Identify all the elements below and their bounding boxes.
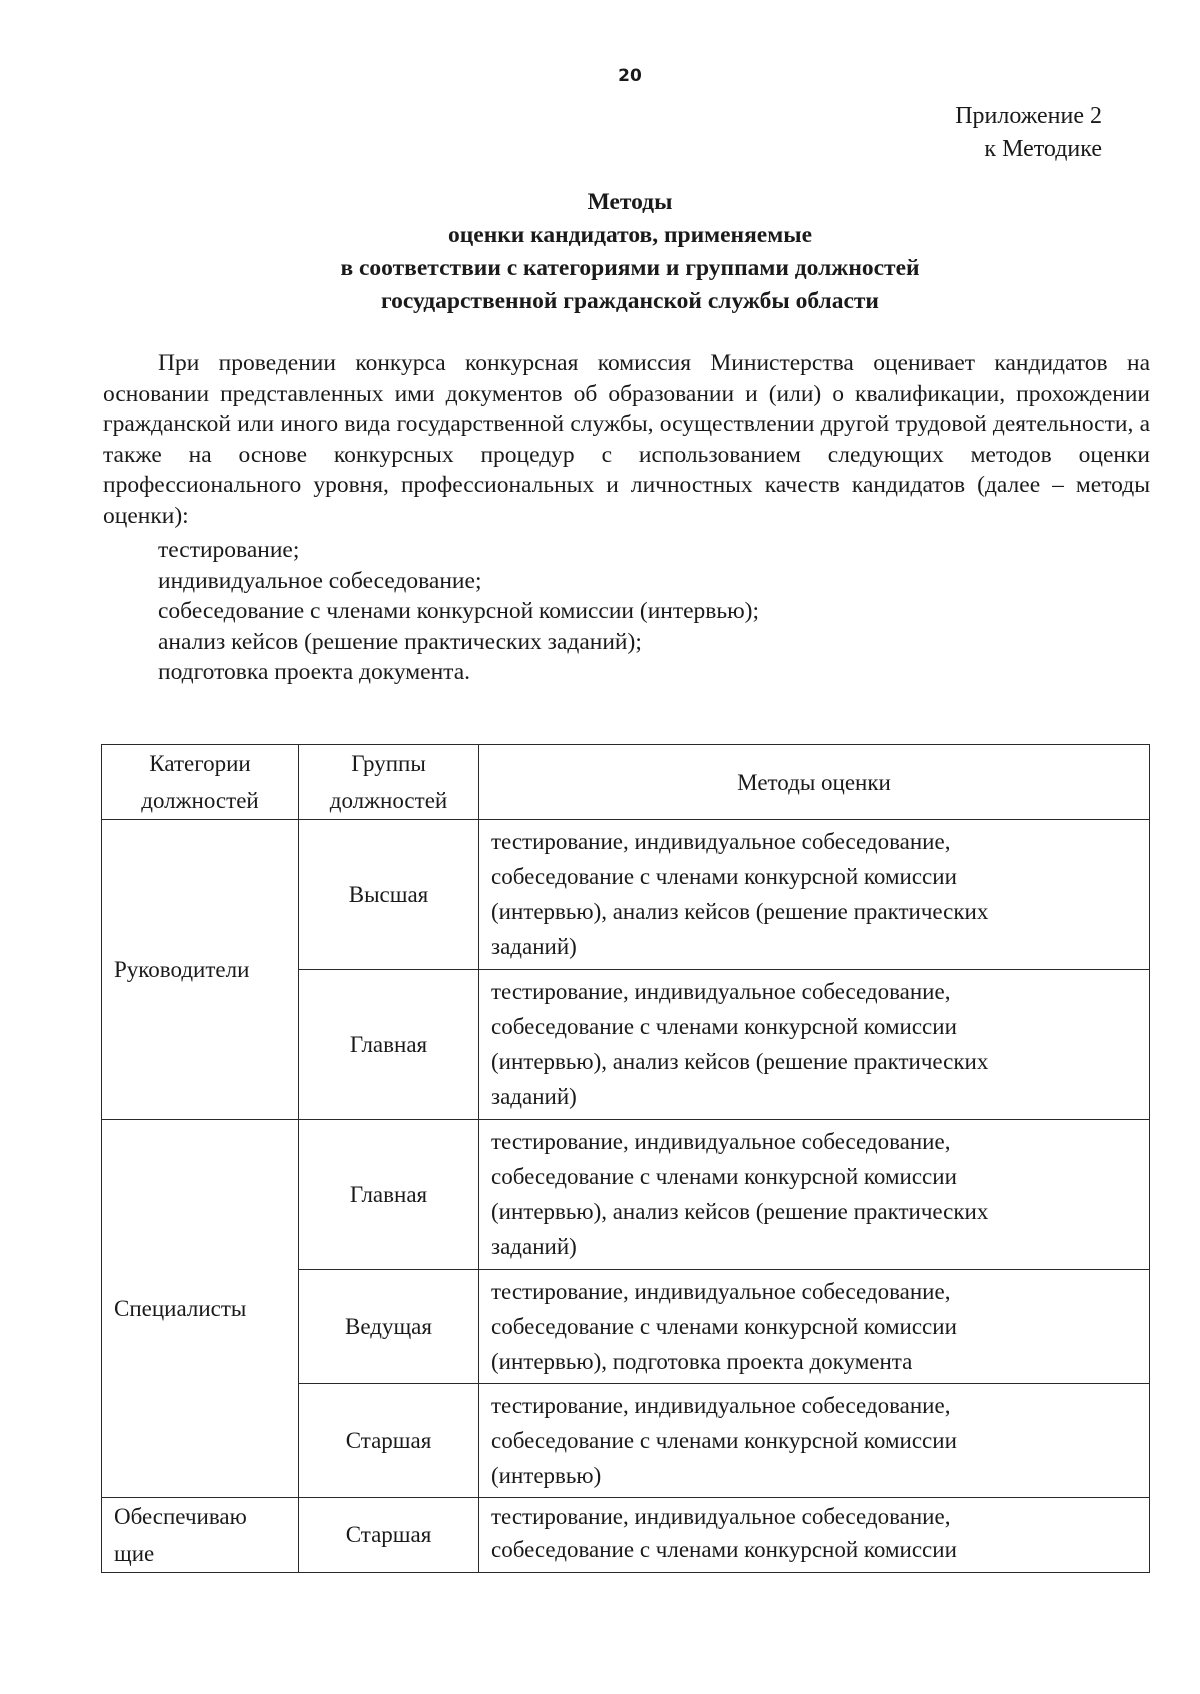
category-cell: Руководители [102,820,299,1120]
methods-list [158,535,759,688]
methods-cell [479,1498,1150,1573]
table-header-row [102,745,1150,820]
header-category-line-2: должностей [141,788,259,813]
methods-cell [479,820,1150,970]
intro-section [103,348,1150,531]
category-cell: Специалисты [102,1120,299,1498]
appendix-label [955,100,1102,166]
group-cell: Ведущая [299,1270,479,1384]
header-category [102,745,299,820]
methods-line: собеседование с членами конкурсной комиссии [491,1314,957,1339]
group-cell: Старшая [299,1384,479,1498]
methods-line: заданий) [491,934,577,959]
title-line-4: государственной гражданской службы области [381,288,879,314]
methods-line: собеседование с членами конкурсной комиссии [491,864,957,889]
method-item: анализ кейсов (решение практических заданий); [158,628,642,655]
method-item: подготовка проекта документа. [158,659,471,685]
header-group [299,745,479,820]
category-line-2: щие [114,1541,155,1566]
group-cell: Старшая [299,1498,479,1573]
methods-line: (интервью), анализ кейсов (решение практических [491,1049,989,1074]
methods-line: тестирование, индивидуальное собеседование, [491,979,951,1004]
methods-cell [479,970,1150,1120]
methods-line: заданий) [491,1084,577,1109]
methods-cell [479,1120,1150,1270]
method-item: тестирование; [158,537,300,563]
title-line-3: в соответствии с категориями и группами должностей [340,255,920,281]
methods-cell [479,1384,1150,1498]
page-number: 20 [618,66,642,86]
document-title [120,186,1140,318]
methods-line: (интервью) [491,1463,602,1488]
methods-line: собеседование с членами конкурсной комиссии [491,1164,957,1189]
method-item: собеседование с членами конкурсной комиссии (интервью); [158,598,760,624]
title-line-2: оценки кандидатов, применяемые [447,222,813,248]
methods-line: тестирование, индивидуальное собеседование, [491,1393,951,1418]
group-cell: Высшая [299,820,479,970]
methods-line: собеседование с членами конкурсной комиссии [491,1428,957,1453]
group-cell: Главная [299,970,479,1120]
methods-line: тестирование, индивидуальное собеседование, [491,1129,951,1154]
table-row [102,1498,1150,1573]
header-methods: Методы оценки [479,745,1150,820]
intro-paragraph: При проведении конкурса конкурсная комиссия Министерства оценивает кандидатов на основании представленных ими документов об образовании и (или) о квалификации, прохождении гражданской или иного вида государственной службы, осуществлении другой трудовой деятельности, а также на основе конкурсных процедур с использованием следующих методов оценки профессионального уровня, профессиональных и личностных качеств кандидатов (далее – методы оценки): [103,350,1150,529]
header-group-line-2: должностей [329,788,448,813]
appendix-line-1: Приложение 2 [955,103,1102,129]
group-cell: Главная [299,1120,479,1270]
method-item: индивидуальное собеседование; [158,567,482,594]
methods-line: (интервью), анализ кейсов (решение практических [491,899,989,924]
category-line-1: Обеспечиваю [114,1504,247,1529]
methods-cell [479,1270,1150,1384]
table-row [102,1120,1150,1270]
appendix-line-2: к Методике [984,136,1102,162]
table-row [102,820,1150,970]
assessment-methods-table [101,744,1150,1573]
methods-line: тестирование, индивидуальное собеседование, [491,1504,951,1529]
methods-line: (интервью), подготовка проекта документа [491,1349,913,1374]
title-line-1: Методы [587,189,673,215]
category-cell [102,1498,299,1573]
methods-line: (интервью), анализ кейсов (решение практических [491,1199,989,1224]
methods-line: тестирование, индивидуальное собеседование, [491,829,951,854]
methods-line: заданий) [491,1234,577,1259]
header-group-line-1: Группы [351,751,426,776]
methods-line: собеседование с членами конкурсной комиссии [491,1014,957,1039]
methods-line: собеседование с членами конкурсной комиссии [491,1537,957,1562]
methods-line: тестирование, индивидуальное собеседование, [491,1279,951,1304]
header-category-line-1: Категории [149,751,251,776]
